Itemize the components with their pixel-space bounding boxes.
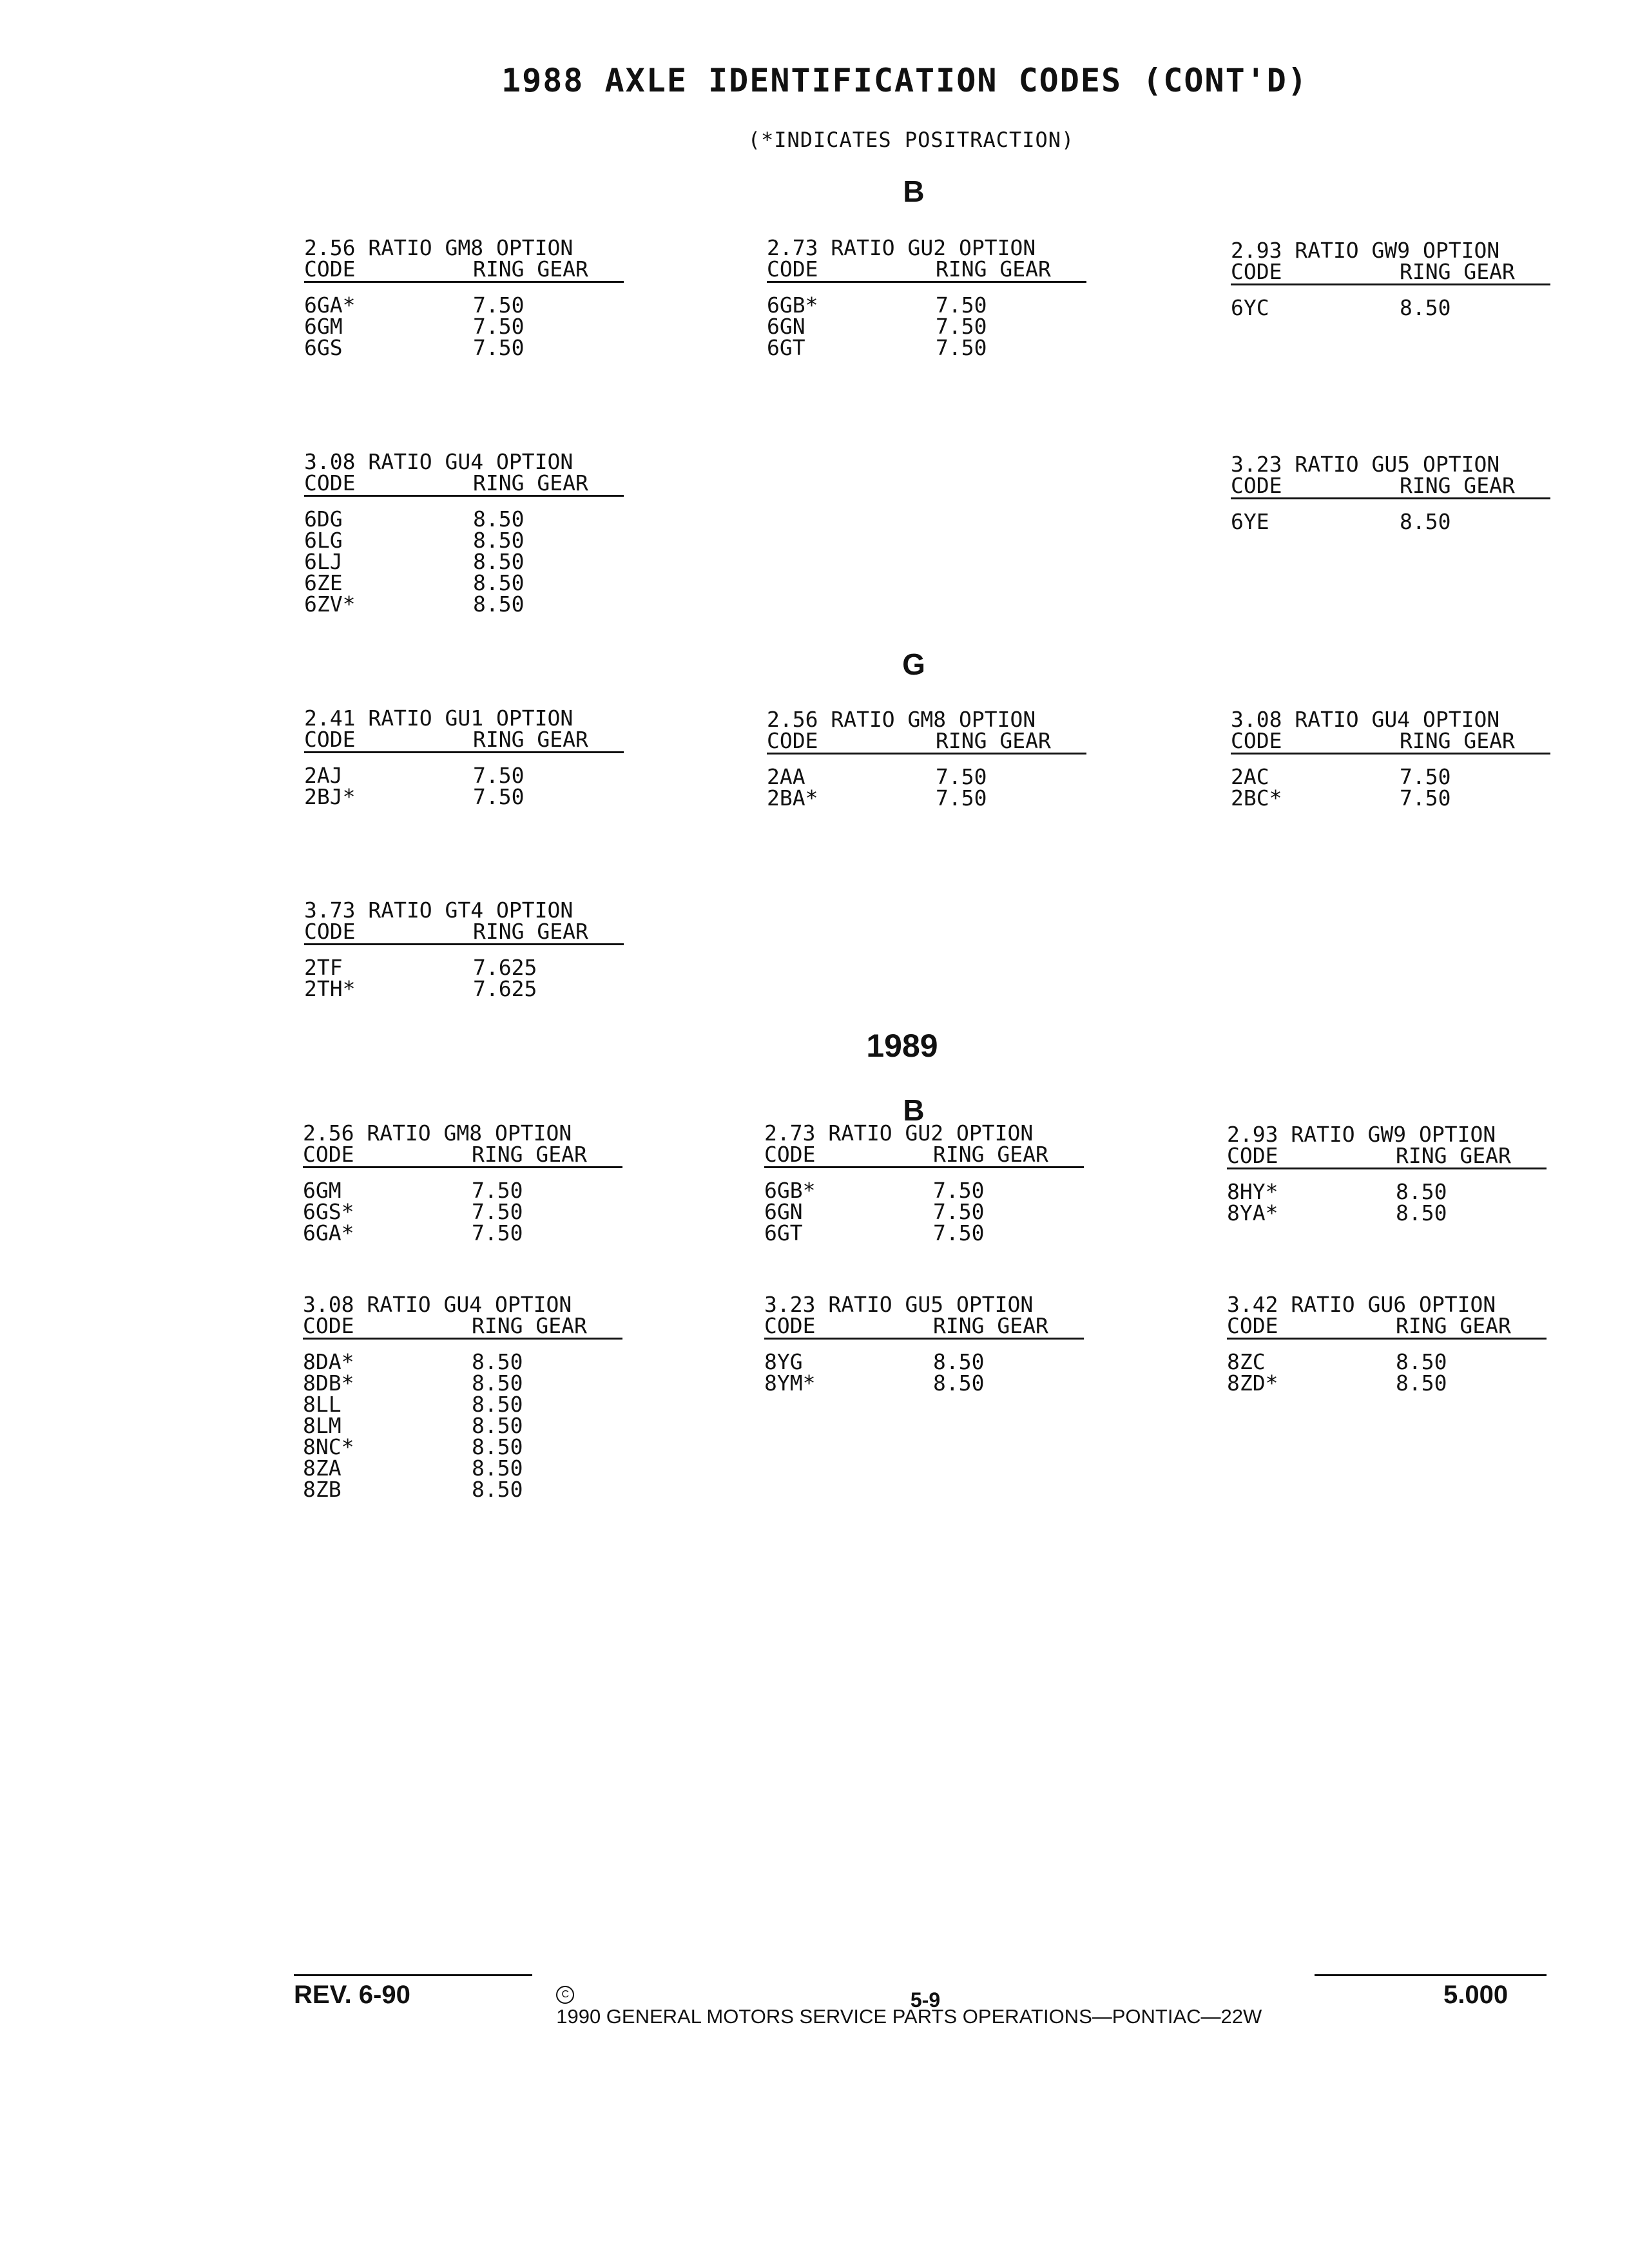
axle-code: 6GT: [764, 1220, 803, 1245]
ring-gear-size: 7.50: [473, 335, 525, 360]
table-header: [1227, 1315, 1549, 1336]
ring-gear-size: 7.50: [936, 335, 987, 360]
ring-gear-size: 8.50: [1396, 1179, 1447, 1204]
column-header-code: CODE: [304, 256, 356, 282]
table-header: [304, 258, 626, 280]
axle-code: 2TH*: [304, 976, 356, 1001]
table-row: [303, 1201, 625, 1222]
ring-gear-size: 8.50: [1396, 1349, 1447, 1374]
axle-code: 2TF: [304, 955, 343, 980]
axle-table: [304, 237, 626, 358]
ring-gear-size: 7.50: [473, 293, 525, 318]
table-row: [304, 593, 626, 615]
ring-gear-size: 8.50: [473, 506, 525, 532]
table-title: 2.56 RATIO GM8 OPTION: [767, 707, 1036, 732]
ring-gear-size: 8.50: [473, 549, 525, 574]
axle-code: 8HY*: [1227, 1179, 1278, 1204]
ring-gear-size: 7.50: [933, 1220, 985, 1245]
table-row: [304, 786, 626, 807]
table-row: [303, 1415, 625, 1436]
table-row: [304, 978, 626, 999]
axle-table: [1231, 240, 1553, 318]
column-header-ring-gear: RING GEAR: [933, 1313, 1048, 1338]
table-title: 2.56 RATIO GM8 OPTION: [304, 235, 574, 260]
table-header: [764, 1144, 1086, 1165]
column-header-ring-gear: RING GEAR: [1400, 728, 1515, 753]
column-header-ring-gear: RING GEAR: [1400, 473, 1515, 498]
table-row: [1227, 1372, 1549, 1394]
ring-gear-size: 7.50: [936, 785, 987, 811]
column-header-code: CODE: [764, 1142, 816, 1167]
ring-gear-size: 8.50: [1400, 295, 1451, 320]
table-row: [304, 572, 626, 593]
table-title: 3.08 RATIO GU4 OPTION: [1231, 707, 1500, 732]
ring-gear-size: 7.50: [1400, 764, 1451, 789]
table-row: [303, 1180, 625, 1201]
axle-code: 6GB*: [767, 293, 818, 318]
table-row: [1227, 1181, 1549, 1202]
table-row: [304, 294, 626, 316]
table-row: [303, 1351, 625, 1372]
table-row: [1227, 1351, 1549, 1372]
column-header-code: CODE: [303, 1142, 354, 1167]
ring-gear-size: 7.50: [472, 1199, 523, 1224]
axle-code: 6LG: [304, 528, 343, 553]
ring-gear-size: 7.625: [473, 955, 537, 980]
axle-code: 2BJ*: [304, 784, 356, 809]
table-header: [304, 472, 626, 494]
column-header-ring-gear: RING GEAR: [1396, 1143, 1511, 1168]
table-row: [304, 508, 626, 530]
axle-code: 2AJ: [304, 763, 343, 788]
axle-table: [767, 709, 1089, 809]
table-row: [1231, 297, 1553, 318]
ring-gear-size: 7.50: [472, 1220, 523, 1245]
ring-gear-size: 8.50: [472, 1370, 523, 1396]
column-header-code: CODE: [303, 1313, 354, 1338]
table-row: [767, 787, 1089, 809]
table-title: 2.73 RATIO GU2 OPTION: [767, 235, 1036, 260]
ring-gear-size: 7.50: [933, 1178, 985, 1203]
ring-gear-size: 8.50: [473, 528, 525, 553]
table-row: [767, 766, 1089, 787]
table-title: 3.23 RATIO GU5 OPTION: [1231, 452, 1500, 477]
ring-gear-size: 7.50: [933, 1199, 985, 1224]
table-header: [1227, 1145, 1549, 1166]
column-header-code: CODE: [1231, 259, 1282, 284]
table-row: [764, 1351, 1086, 1372]
ring-gear-size: 8.50: [472, 1392, 523, 1417]
table-title: 3.42 RATIO GU6 OPTION: [1227, 1292, 1496, 1317]
ring-gear-size: 8.50: [472, 1349, 523, 1374]
table-row: [304, 316, 626, 337]
table-title: 3.73 RATIO GT4 OPTION: [304, 898, 574, 923]
axle-code: 2AC: [1231, 764, 1269, 789]
axle-table: [304, 899, 626, 999]
column-header-code: CODE: [304, 470, 356, 495]
column-header-code: CODE: [304, 919, 356, 944]
axle-table: [764, 1122, 1086, 1244]
column-header-ring-gear: RING GEAR: [936, 728, 1051, 753]
axle-code: 8YA*: [1227, 1200, 1278, 1225]
ring-gear-size: 7.50: [472, 1178, 523, 1203]
axle-code: 8ZC: [1227, 1349, 1266, 1374]
axle-code: 6GN: [767, 314, 805, 339]
axle-code: 6GM: [303, 1178, 342, 1203]
axle-code: 6GB*: [764, 1178, 816, 1203]
ring-gear-size: 8.50: [933, 1349, 985, 1374]
ring-gear-size: 8.50: [472, 1434, 523, 1459]
column-header-ring-gear: RING GEAR: [1396, 1313, 1511, 1338]
ring-gear-size: 7.50: [473, 314, 525, 339]
table-row: [767, 337, 1089, 358]
table-row: [303, 1222, 625, 1244]
table-header: [1231, 730, 1553, 751]
footer-page-number: 5-9: [910, 1988, 941, 2012]
year-heading-1989: 1989: [866, 1028, 938, 1064]
ring-gear-size: 7.50: [936, 314, 987, 339]
ring-gear-size: 7.50: [473, 763, 525, 788]
axle-code: 6GN: [764, 1199, 803, 1224]
table-row: [304, 957, 626, 978]
ring-gear-size: 7.50: [473, 784, 525, 809]
axle-code: 8NC*: [303, 1434, 354, 1459]
section-heading-g-1988: G: [902, 648, 925, 681]
column-header-code: CODE: [1231, 728, 1282, 753]
table-row: [767, 294, 1089, 316]
ring-gear-size: 8.50: [1396, 1370, 1447, 1396]
table-row: [1231, 766, 1553, 787]
column-header-code: CODE: [767, 256, 818, 282]
footer-section-number: 5.000: [1443, 1981, 1509, 2009]
column-header-ring-gear: RING GEAR: [472, 1142, 587, 1167]
axle-code: 8ZA: [303, 1456, 342, 1481]
table-title: 3.08 RATIO GU4 OPTION: [304, 449, 574, 474]
axle-code: 6YE: [1231, 509, 1269, 534]
page-title: 1988 AXLE IDENTIFICATION CODES (CONT'D): [501, 62, 1308, 99]
axle-table: [764, 1294, 1086, 1394]
table-row: [1227, 1202, 1549, 1224]
table-title: 3.23 RATIO GU5 OPTION: [764, 1292, 1034, 1317]
table-header: [767, 730, 1089, 751]
footer-rule-left: [294, 1974, 532, 1976]
footer-rule-right: [1315, 1974, 1547, 1976]
ring-gear-size: 8.50: [933, 1370, 985, 1396]
column-header-ring-gear: RING GEAR: [473, 470, 588, 495]
table-row: [764, 1201, 1086, 1222]
table-title: 2.93 RATIO GW9 OPTION: [1227, 1122, 1496, 1147]
axle-code: 8DB*: [303, 1370, 354, 1396]
table-row: [303, 1372, 625, 1394]
ring-gear-size: 7.50: [936, 764, 987, 789]
table-row: [764, 1180, 1086, 1201]
ring-gear-size: 7.50: [936, 293, 987, 318]
axle-table: [1227, 1294, 1549, 1394]
ring-gear-size: 8.50: [473, 570, 525, 595]
table-header: [764, 1315, 1086, 1336]
footer-copyright-text: 1990 GENERAL MOTORS SERVICE PARTS OPERATIONS—PONTIAC—22W: [556, 2005, 1262, 2028]
column-header-ring-gear: RING GEAR: [472, 1313, 587, 1338]
axle-code: 6GS: [304, 335, 343, 360]
table-title: 2.56 RATIO GM8 OPTION: [303, 1120, 572, 1146]
axle-code: 8YG: [764, 1349, 803, 1374]
table-row: [304, 530, 626, 551]
axle-code: 8DA*: [303, 1349, 354, 1374]
column-header-code: CODE: [1227, 1313, 1278, 1338]
table-title: 2.41 RATIO GU1 OPTION: [304, 706, 574, 731]
axle-code: 8LM: [303, 1413, 342, 1438]
table-title: 2.93 RATIO GW9 OPTION: [1231, 238, 1500, 263]
table-row: [764, 1372, 1086, 1394]
ring-gear-size: 7.50: [1400, 785, 1451, 811]
axle-table: [303, 1122, 625, 1244]
table-row: [1231, 511, 1553, 532]
axle-table: [304, 451, 626, 615]
section-heading-b-1989: B: [903, 1093, 925, 1127]
axle-table: [303, 1294, 625, 1500]
page-subtitle: (*INDICATES POSITRACTION): [747, 128, 1075, 152]
table-row: [304, 337, 626, 358]
ring-gear-size: 8.50: [472, 1413, 523, 1438]
column-header-code: CODE: [764, 1313, 816, 1338]
axle-table: [1231, 454, 1553, 532]
axle-code: 2BC*: [1231, 785, 1282, 811]
table-row: [303, 1457, 625, 1479]
table-row: [304, 765, 626, 786]
axle-code: 8YM*: [764, 1370, 816, 1396]
column-header-ring-gear: RING GEAR: [936, 256, 1051, 282]
axle-code: 8ZB: [303, 1477, 342, 1502]
column-header-ring-gear: RING GEAR: [1400, 259, 1515, 284]
table-header: [304, 729, 626, 750]
table-title: 3.08 RATIO GU4 OPTION: [303, 1292, 572, 1317]
table-row: [1231, 787, 1553, 809]
ring-gear-size: 8.50: [473, 591, 525, 617]
ring-gear-size: 8.50: [1396, 1200, 1447, 1225]
column-header-ring-gear: RING GEAR: [933, 1142, 1048, 1167]
table-header: [303, 1144, 625, 1165]
table-row: [303, 1394, 625, 1415]
axle-code: 8LL: [303, 1392, 342, 1417]
table-header: [1231, 261, 1553, 282]
section-heading-b-1988: B: [903, 175, 925, 208]
axle-code: 6GS*: [303, 1199, 354, 1224]
column-header-code: CODE: [1231, 473, 1282, 498]
axle-table: [767, 237, 1089, 358]
axle-code: 2AA: [767, 764, 805, 789]
table-row: [303, 1436, 625, 1457]
table-header: [1231, 475, 1553, 496]
table-header: [767, 258, 1089, 280]
table-row: [764, 1222, 1086, 1244]
column-header-ring-gear: RING GEAR: [473, 256, 588, 282]
axle-code: 6YC: [1231, 295, 1269, 320]
column-header-ring-gear: RING GEAR: [473, 919, 588, 944]
axle-code: 6GA*: [303, 1220, 354, 1245]
column-header-code: CODE: [767, 728, 818, 753]
axle-code: 6GM: [304, 314, 343, 339]
ring-gear-size: 8.50: [472, 1477, 523, 1502]
copyright-icon: C: [556, 1986, 574, 2004]
table-header: [303, 1315, 625, 1336]
table-title: 2.73 RATIO GU2 OPTION: [764, 1120, 1034, 1146]
table-row: [304, 551, 626, 572]
footer-revision: REV. 6-90: [294, 1981, 410, 2009]
ring-gear-size: 7.625: [473, 976, 537, 1001]
axle-code: 6GT: [767, 335, 805, 360]
axle-code: 6ZE: [304, 570, 343, 595]
axle-table: [1227, 1124, 1549, 1224]
column-header-code: CODE: [1227, 1143, 1278, 1168]
column-header-ring-gear: RING GEAR: [473, 727, 588, 752]
ring-gear-size: 8.50: [472, 1456, 523, 1481]
column-header-code: CODE: [304, 727, 356, 752]
axle-code: 2BA*: [767, 785, 818, 811]
axle-code: 8ZD*: [1227, 1370, 1278, 1396]
axle-code: 6GA*: [304, 293, 356, 318]
table-header: [304, 921, 626, 942]
ring-gear-size: 8.50: [1400, 509, 1451, 534]
axle-code: 6ZV*: [304, 591, 356, 617]
table-row: [767, 316, 1089, 337]
axle-code: 6DG: [304, 506, 343, 532]
axle-table: [304, 707, 626, 807]
table-row: [303, 1479, 625, 1500]
axle-table: [1231, 709, 1553, 809]
axle-code: 6LJ: [304, 549, 343, 574]
